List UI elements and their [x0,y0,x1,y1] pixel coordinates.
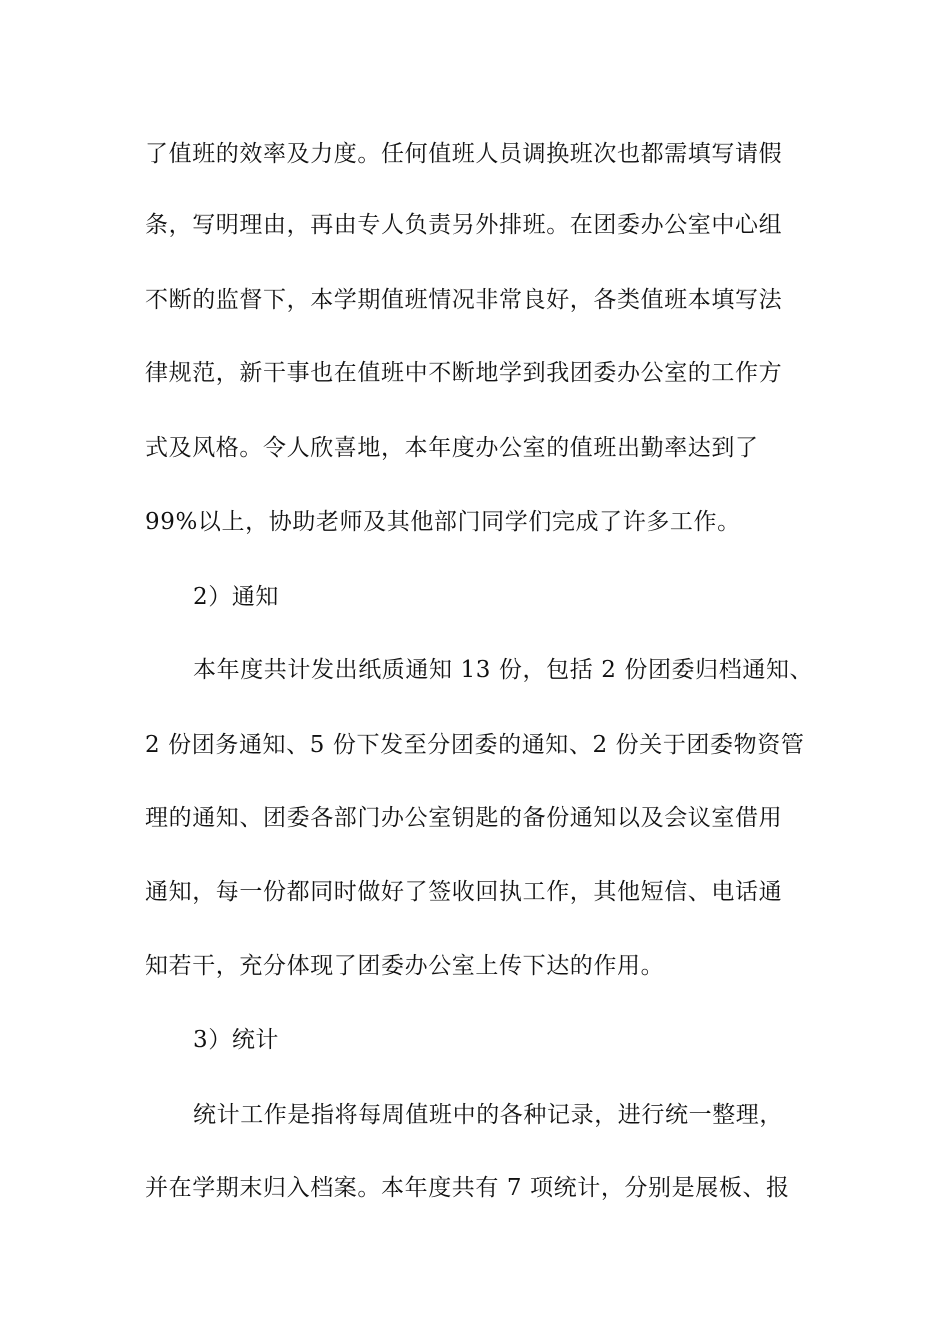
paragraph-line: 2 份团务通知、5 份下发至分团委的通知、2 份关于团委物资管 [145,732,805,758]
section-heading-notice: 2）通知 [193,584,280,610]
paragraph-line: 99%以上，协助老师及其他部门同学们完成了许多工作。 [145,509,741,535]
paragraph-line: 式及风格。令人欣喜地，本年度办公室的值班出勤率达到了 [145,435,759,461]
paragraph-line: 本年度共计发出纸质通知 13 份，包括 2 份团委归档通知、 [193,657,814,683]
paragraph-line: 统计工作是指将每周值班中的各种记录，进行统一整理， [193,1102,783,1128]
paragraph-line: 不断的监督下，本学期值班情况非常良好，各类值班本填写法 [145,287,783,313]
section-heading-statistics: 3）统计 [193,1027,280,1053]
paragraph-line: 通知，每一份都同时做好了签收回执工作，其他短信、电话通 [145,879,783,905]
paragraph-line: 理的通知、团委各部门办公室钥匙的备份通知以及会议室借用 [145,805,783,831]
paragraph-line: 知若干，充分体现了团委办公室上传下达的作用。 [145,953,665,979]
paragraph-line: 律规范，新干事也在值班中不断地学到我团委办公室的工作方 [145,360,783,386]
paragraph-line: 并在学期末归入档案。本年度共有 7 项统计，分别是展板、报 [145,1175,790,1201]
paragraph-line: 了值班的效率及力度。任何值班人员调换班次也都需填写请假 [145,141,783,167]
paragraph-line: 条，写明理由，再由专人负责另外排班。在团委办公室中心组 [145,212,783,238]
